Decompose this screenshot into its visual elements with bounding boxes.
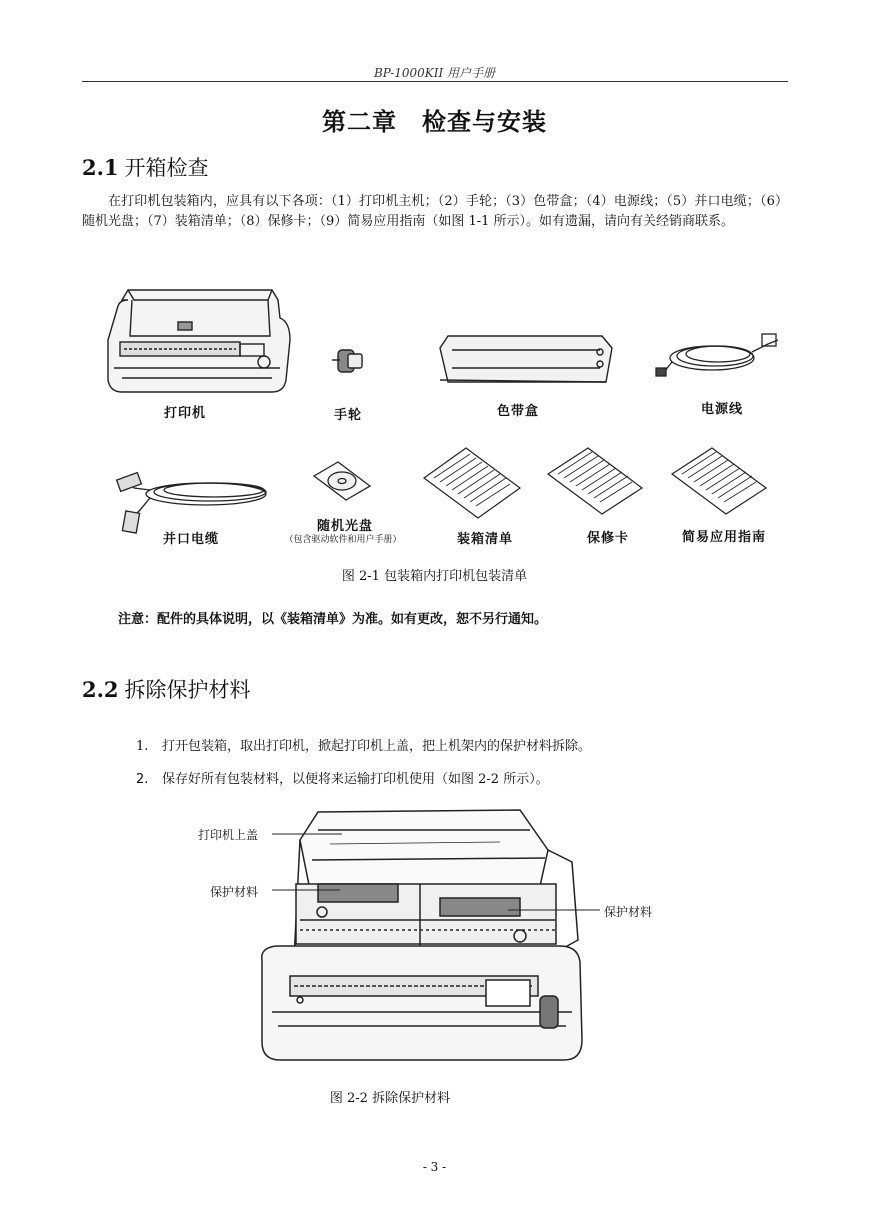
- step-text: 保存好所有包装材料，以便将来运输打印机使用（如图 2-2 所示）。: [162, 772, 549, 787]
- figure-caption-2-1: 图 2-1 包装箱内打印机包装清单: [341, 569, 528, 584]
- protection-material-left: [318, 884, 398, 902]
- item-label-hand-wheel: 手轮: [333, 408, 362, 423]
- callout-protection-right: 保护材料: [604, 905, 653, 919]
- section-title: 开箱检查: [124, 156, 209, 180]
- note-text: 注意：配件的具体说明，以《装箱清单》为准。如有更改，恕不另行通知。: [118, 612, 548, 627]
- item-label-power-cord: 电源线: [700, 402, 743, 417]
- item-label-cd: 随机光盘: [316, 519, 373, 534]
- item-label-printer: 打印机: [163, 406, 206, 421]
- section-number: 2.2: [82, 677, 119, 702]
- step-number: 2.: [136, 772, 149, 787]
- chapter-title: 第二章 检查与安装: [322, 107, 547, 136]
- callout-protection-left: 保护材料: [210, 885, 259, 899]
- figure-caption-2-2: 图 2-2 拆除保护材料: [329, 1091, 451, 1106]
- page-header: BP-1000KII 用户手册: [373, 66, 496, 80]
- page-number: - 3 -: [422, 1160, 447, 1174]
- section-paragraph: 在打印机包装箱内，应具有以下各项：（1）打印机主机；（2）手轮；（3）色带盒；（4）电源线；（5）并口电缆；（6）随机光盘；（7）装箱清单；（8）保修卡；（9）简易应用指南（如图 1-1 所示）。如有遗漏，请向有关经销商联系。: [82, 194, 788, 229]
- item-label-packing-list: 装箱清单: [456, 532, 513, 547]
- protection-material-right: [440, 898, 520, 916]
- section-title: 拆除保护材料: [124, 678, 251, 702]
- item-label-ribbon: 色带盒: [496, 404, 539, 419]
- section-number: 2.1: [82, 155, 119, 180]
- callout-cover: 打印机上盖: [198, 828, 259, 842]
- item-label-parallel-cable: 并口电缆: [162, 532, 219, 547]
- step-number: 1.: [136, 739, 149, 754]
- item-label-quick-guide: 简易应用指南: [681, 530, 766, 545]
- item-sublabel-cd: （包含驱动软件和用户手册）: [284, 535, 402, 545]
- item-label-warranty: 保修卡: [586, 531, 629, 546]
- step-text: 打开包装箱，取出打印机，掀起打印机上盖，把上机架内的保护材料拆除。: [162, 739, 592, 754]
